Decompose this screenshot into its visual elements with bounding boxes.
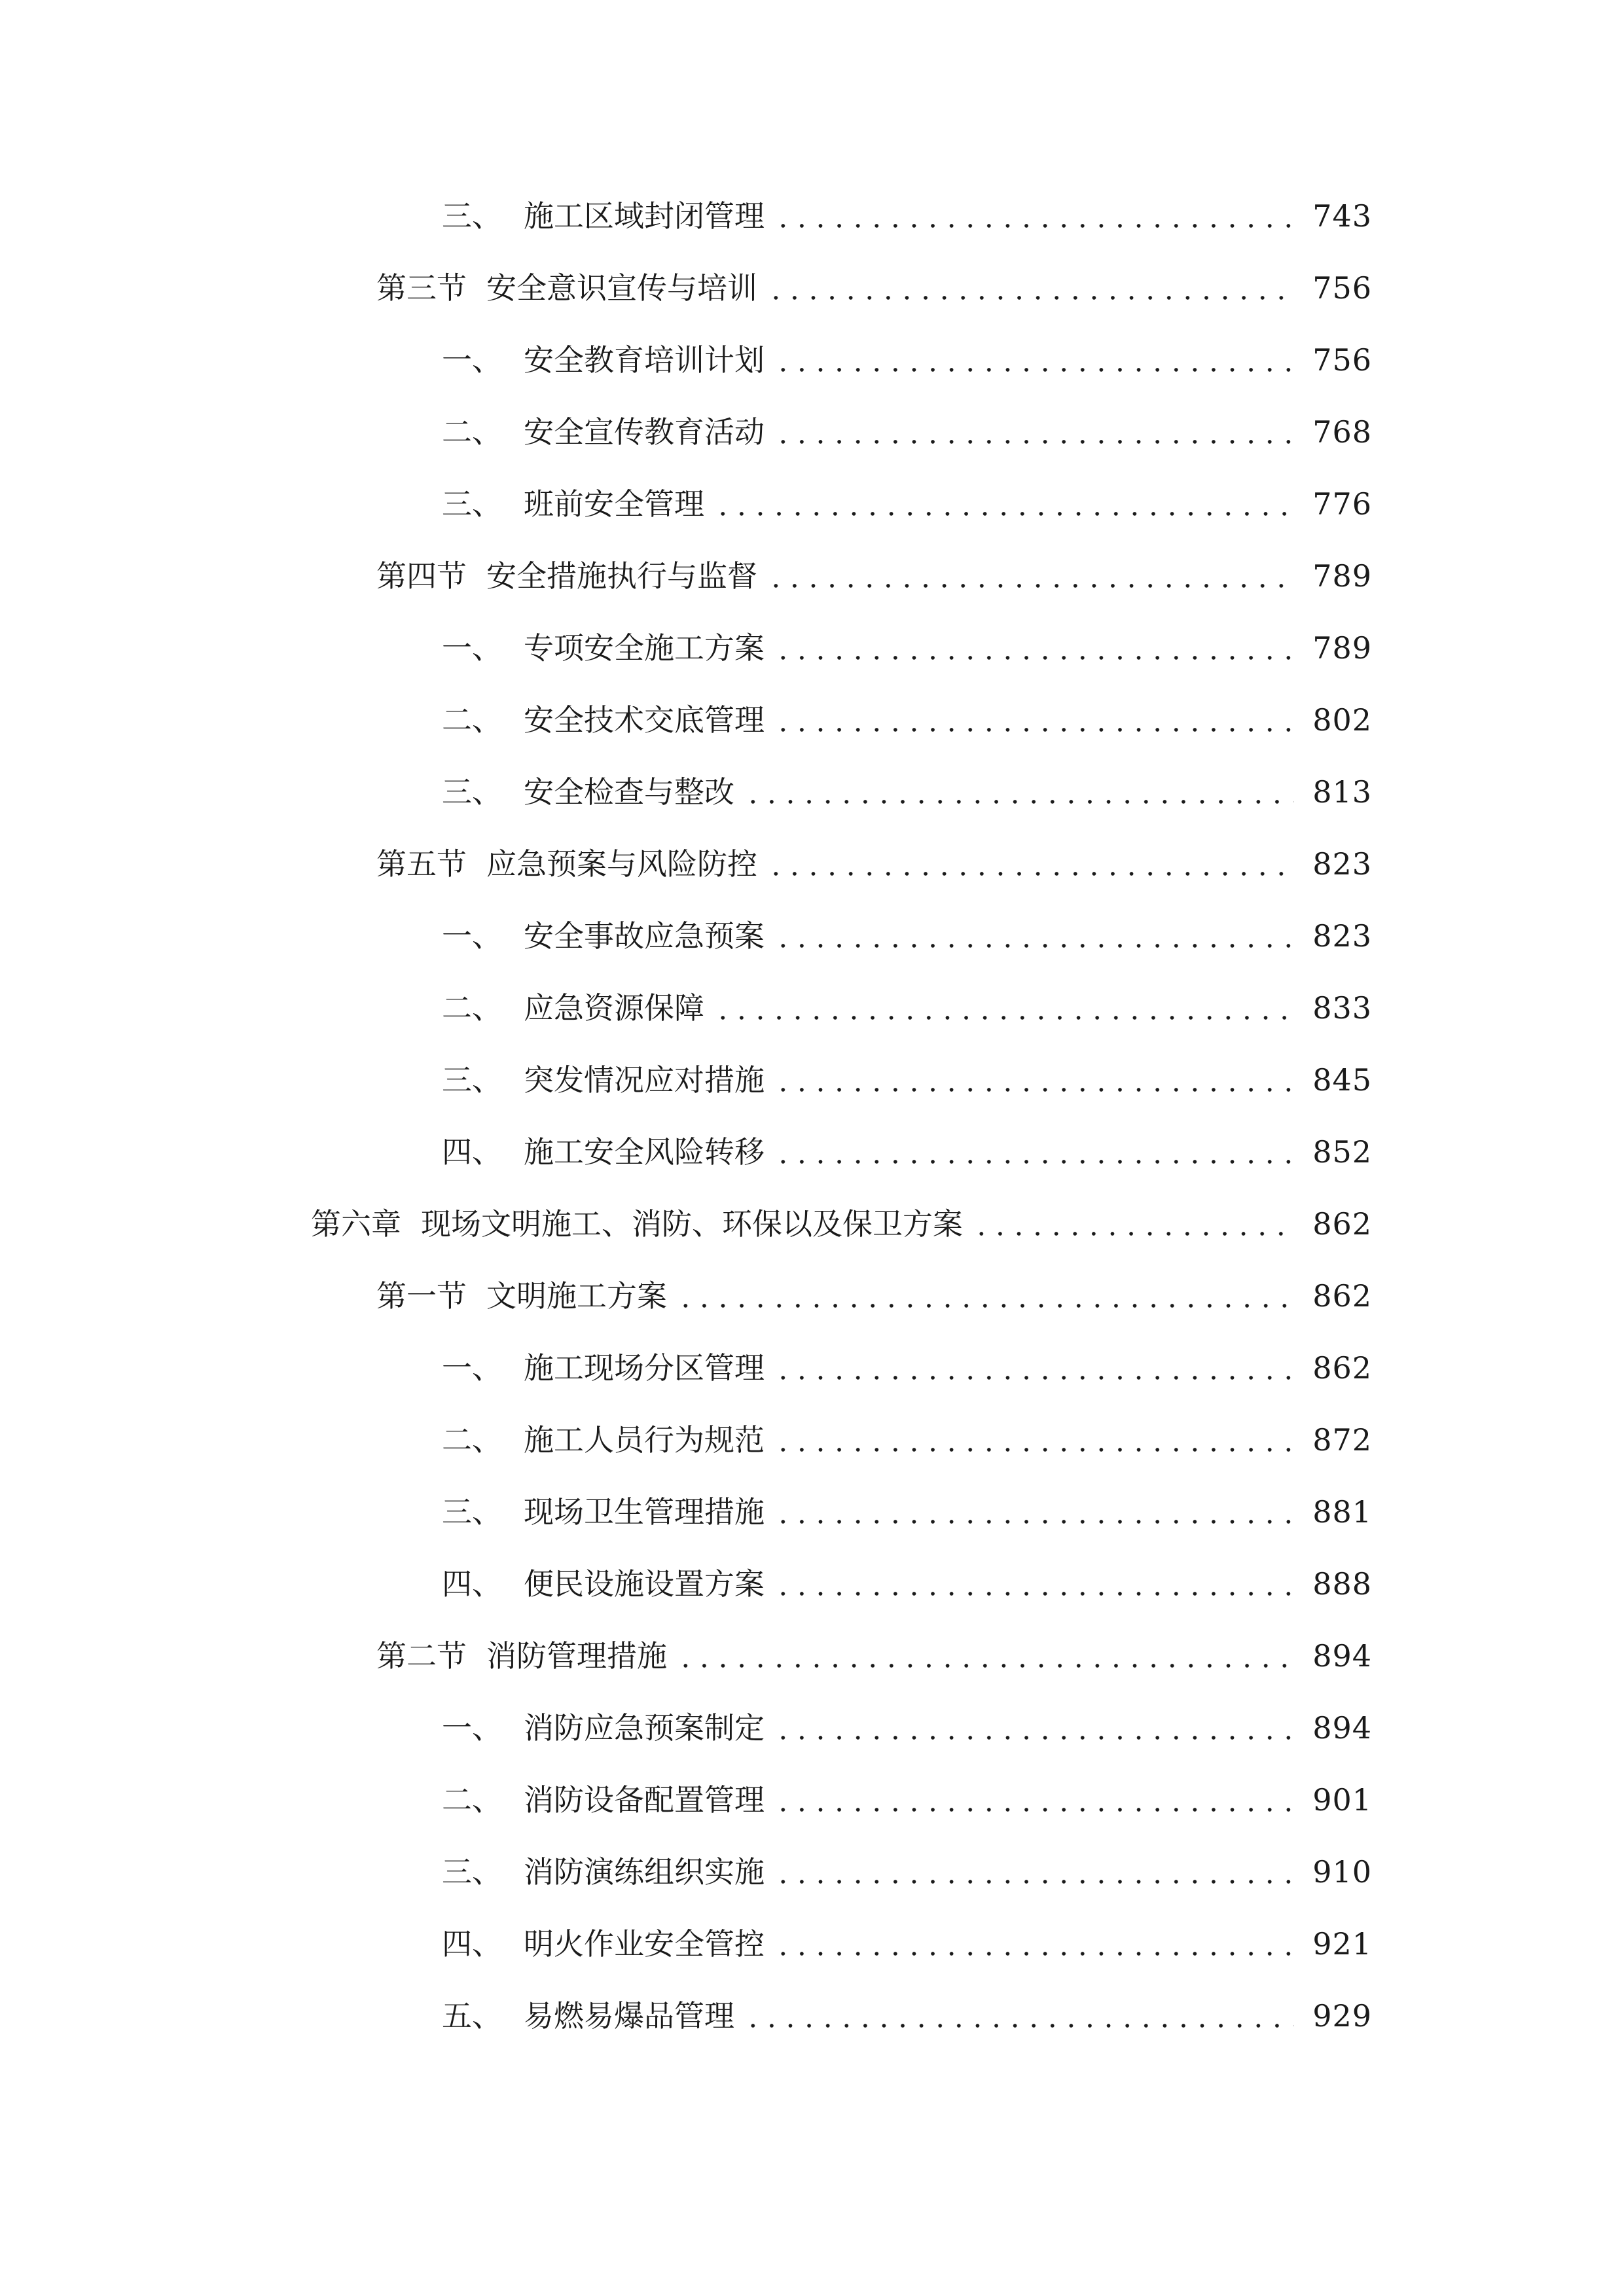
entry-marker: 一、 <box>442 342 502 378</box>
entry-marker: 第五节 <box>376 846 467 882</box>
toc-entry[interactable] <box>376 265 1372 311</box>
entry-title: 施工现场分区管理 <box>524 1350 765 1386</box>
entry-title: 安全教育培训计划 <box>524 342 765 378</box>
entry-page-number: 894 <box>1312 1710 1372 1746</box>
toc-entry[interactable] <box>442 1777 1372 1823</box>
dot-leader <box>713 1015 1294 1020</box>
entry-title: 文明施工方案 <box>486 1278 667 1314</box>
entry-marker: 五、 <box>442 1998 502 2034</box>
entry-marker: 三、 <box>442 774 502 810</box>
toc-entry[interactable] <box>442 1849 1372 1895</box>
entry-page-number: 823 <box>1312 918 1372 954</box>
entry-page-number: 862 <box>1312 1350 1372 1386</box>
entry-title: 消防管理措施 <box>486 1638 667 1674</box>
entry-marker: 四、 <box>442 1566 502 1602</box>
toc-entry[interactable] <box>442 625 1372 671</box>
entry-title: 现场卫生管理措施 <box>524 1494 765 1530</box>
entry-page-number: 929 <box>1312 1998 1372 2034</box>
entry-title: 施工区域封闭管理 <box>524 198 765 234</box>
dot-leader <box>774 1735 1294 1740</box>
toc-entry[interactable] <box>442 1705 1372 1751</box>
dot-leader <box>774 727 1294 732</box>
entry-marker: 第二节 <box>376 1638 467 1674</box>
entry-marker: 三、 <box>442 1854 502 1890</box>
entry-marker: 一、 <box>442 918 502 954</box>
toc-entry[interactable] <box>376 1273 1372 1319</box>
dot-leader <box>767 295 1294 300</box>
entry-page-number: 802 <box>1312 702 1372 738</box>
toc-entry[interactable] <box>442 1129 1372 1175</box>
entry-title: 班前安全管理 <box>524 486 704 522</box>
entry-page-number: 813 <box>1312 774 1372 810</box>
entry-title: 应急预案与风险防控 <box>486 846 757 882</box>
entry-page-number: 921 <box>1312 1926 1372 1962</box>
entry-marker: 一、 <box>442 1350 502 1386</box>
entry-marker: 二、 <box>442 990 502 1026</box>
entry-page-number: 768 <box>1312 414 1372 450</box>
toc-entry[interactable] <box>442 337 1372 383</box>
dot-leader <box>744 799 1294 804</box>
dot-leader <box>767 871 1294 876</box>
toc-entry[interactable] <box>442 1489 1372 1535</box>
entry-marker: 三、 <box>442 1494 502 1530</box>
entry-title: 消防演练组织实施 <box>524 1854 765 1890</box>
toc-entry[interactable] <box>442 913 1372 959</box>
dot-leader <box>774 1951 1294 1956</box>
dot-leader <box>774 223 1294 228</box>
entry-page-number: 872 <box>1312 1422 1372 1458</box>
entry-title: 安全事故应急预案 <box>524 918 765 954</box>
entry-title: 施工人员行为规范 <box>524 1422 765 1458</box>
dot-leader <box>774 1591 1294 1596</box>
toc-entry[interactable] <box>442 1921 1372 1967</box>
entry-page-number: 888 <box>1312 1566 1372 1602</box>
entry-title: 安全检查与整改 <box>524 774 734 810</box>
toc-entry[interactable] <box>442 1561 1372 1607</box>
entry-title: 安全措施执行与监督 <box>486 558 757 594</box>
toc-entry[interactable] <box>442 481 1372 527</box>
entry-title: 施工安全风险转移 <box>524 1134 765 1170</box>
entry-marker: 一、 <box>442 630 502 666</box>
toc-entry[interactable] <box>442 1993 1372 2039</box>
entry-page-number: 833 <box>1312 990 1372 1026</box>
toc-entry[interactable] <box>376 841 1372 887</box>
entry-page-number: 910 <box>1312 1854 1372 1890</box>
entry-page-number: 862 <box>1312 1206 1372 1242</box>
entry-title: 专项安全施工方案 <box>524 630 765 666</box>
entry-title: 安全宣传教育活动 <box>524 414 765 450</box>
dot-leader <box>774 1159 1294 1164</box>
entry-marker: 二、 <box>442 1782 502 1818</box>
dot-leader <box>774 1447 1294 1452</box>
entry-marker: 四、 <box>442 1926 502 1962</box>
dot-leader <box>713 511 1294 516</box>
entry-page-number: 776 <box>1312 486 1372 522</box>
entry-marker: 第六章 <box>311 1206 401 1242</box>
entry-page-number: 743 <box>1312 198 1372 234</box>
entry-marker: 二、 <box>442 414 502 450</box>
entry-title: 现场文明施工、消防、环保以及保卫方案 <box>421 1206 963 1242</box>
toc-entry[interactable] <box>442 1345 1372 1391</box>
entry-title: 易燃易爆品管理 <box>524 1998 734 2034</box>
toc-entry[interactable] <box>442 697 1372 743</box>
entry-title: 突发情况应对措施 <box>524 1062 765 1098</box>
entry-page-number: 852 <box>1312 1134 1372 1170</box>
entry-marker: 一、 <box>442 1710 502 1746</box>
entry-page-number: 845 <box>1312 1062 1372 1098</box>
entry-marker: 第三节 <box>376 270 467 306</box>
toc-entry[interactable] <box>442 409 1372 455</box>
entry-page-number: 823 <box>1312 846 1372 882</box>
dot-leader <box>774 655 1294 660</box>
entry-title: 便民设施设置方案 <box>524 1566 765 1602</box>
entry-page-number: 894 <box>1312 1638 1372 1674</box>
entry-page-number: 881 <box>1312 1494 1372 1530</box>
entry-page-number: 789 <box>1312 630 1372 666</box>
entry-marker: 第一节 <box>376 1278 467 1314</box>
toc-entry[interactable] <box>442 1417 1372 1463</box>
entry-title: 安全技术交底管理 <box>524 702 765 738</box>
dot-leader <box>972 1231 1294 1236</box>
dot-leader <box>774 367 1294 372</box>
toc-entry[interactable] <box>442 193 1372 239</box>
entry-marker: 四、 <box>442 1134 502 1170</box>
entry-page-number: 789 <box>1312 558 1372 594</box>
dot-leader <box>676 1663 1294 1668</box>
dot-leader <box>774 1519 1294 1524</box>
entry-marker: 三、 <box>442 486 502 522</box>
entry-marker: 三、 <box>442 1062 502 1098</box>
entry-page-number: 756 <box>1312 342 1372 378</box>
toc-entry[interactable] <box>442 985 1372 1031</box>
dot-leader <box>744 2023 1294 2028</box>
dot-leader <box>767 583 1294 588</box>
entry-marker: 第四节 <box>376 558 467 594</box>
dot-leader <box>774 943 1294 948</box>
dot-leader <box>774 1087 1294 1092</box>
toc-entry[interactable] <box>376 1633 1372 1679</box>
entry-marker: 二、 <box>442 1422 502 1458</box>
entry-page-number: 756 <box>1312 270 1372 306</box>
dot-leader <box>774 1807 1294 1812</box>
entry-page-number: 901 <box>1312 1782 1372 1818</box>
toc-entry[interactable] <box>442 1057 1372 1103</box>
entry-title: 安全意识宣传与培训 <box>486 270 757 306</box>
entry-title: 消防应急预案制定 <box>524 1710 765 1746</box>
entry-title: 应急资源保障 <box>524 990 704 1026</box>
dot-leader <box>774 1375 1294 1380</box>
dot-leader <box>774 439 1294 444</box>
entry-marker: 三、 <box>442 198 502 234</box>
toc-entry[interactable] <box>442 769 1372 815</box>
entry-page-number: 862 <box>1312 1278 1372 1314</box>
dot-leader <box>774 1879 1294 1884</box>
toc-entry[interactable] <box>311 1201 1372 1247</box>
dot-leader <box>676 1303 1294 1308</box>
entry-title: 明火作业安全管控 <box>524 1926 765 1962</box>
entry-marker: 二、 <box>442 702 502 738</box>
toc-entry[interactable] <box>376 553 1372 599</box>
entry-title: 消防设备配置管理 <box>524 1782 765 1818</box>
